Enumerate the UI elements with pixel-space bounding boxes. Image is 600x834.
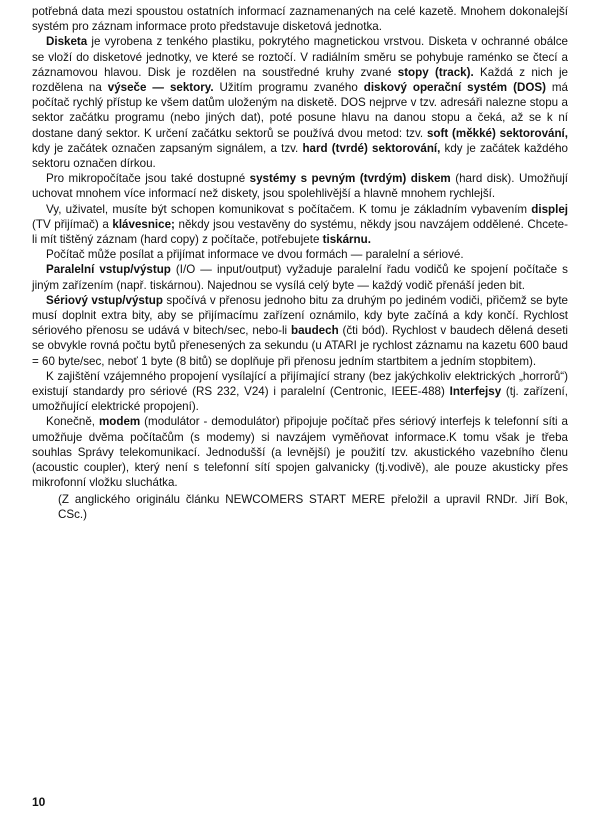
bold-term: klávesnice; — [112, 217, 175, 231]
bold-term: Paralelní vstup/výstup — [46, 263, 171, 277]
bold-term: displej — [531, 202, 568, 216]
text-run: Počítač může posílat a přijímat informace ve dvou formách — paralelní a sériové. — [46, 248, 464, 262]
text-run: Vy, uživatel, musíte být schopen komunikovat s počítačem. K tomu je základním vybavením — [46, 202, 532, 216]
paragraph-paralelni — [32, 262, 568, 292]
text-run: spočívá v přenosu jednoho bitu za druhým po jediném vodiči, přičemž se byte musí doplnit extra bity, aby se přijímacímu zařízení oznámilo, kdy byte začíná a kdy končí. Rychlost sériového přenosu se udává v bitech/sec, nebo-li — [32, 293, 568, 338]
text-run: (TV přijímač) a — [32, 217, 113, 231]
text-run: Užitím programu zvaného — [213, 81, 364, 95]
bold-term: baudech — [290, 324, 339, 338]
bold-term: systémy s pevným (tvrdým) diskem — [249, 172, 451, 186]
bold-term: diskový operační systém (DOS) — [363, 81, 546, 95]
text-run: (Z anglického originálu článku NEWCOMERS START MERE přeložil a upravil RNDr. Jiří Bok, CSc.) — [58, 492, 568, 521]
text-run: kdy je začátek každého sektoru označen dírkou. — [32, 141, 568, 171]
paragraph-disketa — [32, 34, 568, 171]
text-run: (I/O — input/output) vyžaduje paralelní řadu vodičů ke spojení počítače s jiným zařízením (např. tiskárnou). Najednou se vysílá celý byte — každý vodič přenáší jeden bit. — [32, 263, 568, 292]
text-run: Pro mikropočítače jsou také dostupné — [46, 172, 250, 186]
paragraph-dve-formy — [32, 247, 568, 262]
bold-term: stopy (track). — [397, 65, 474, 79]
text-run: (čti bód). Rychlost v baudech dělená deseti se obvykle rovná počtu bytů přenesených za sekundu (u ATARI je rychlost záznamu na kazetu 600 baud = 60 byte/sec, neboť 1 byte (8 bitů) se doplňuje při přenosu jedním startbitem a jedním stopbitem). — [32, 324, 568, 368]
text-run: (tj. zařízení, umožňující elektrické propojení). — [32, 385, 568, 414]
paragraph-modem — [32, 414, 568, 490]
bold-term: výseče — sektory. — [107, 81, 214, 95]
text-run: Konečně, — [46, 415, 99, 429]
bold-term: hard (tvrdé) sektorování, — [302, 141, 441, 155]
text-run: Každá z nich je rozdělena na — [32, 65, 568, 95]
text-run: K zajištění vzájemného propojení vysílající a přijímající strany (bez jakýchkoliv elektrických „horrorů“) existují standardy pro sériové (RS 232, V24) i paralelní (Centronic, IEEE-488) — [32, 369, 568, 399]
text-run: je vyrobena z tenkého plastiku, pokrytého magnetickou vrstvou. Disketa v ochranné obálce se vloží do disketové jednotky, ve které se roztočí. V radiálním směru se pohybuje raménko se čtecí a záznamovou hlavou. Disk je rozdělen na soustředné kruhy zvané — [32, 35, 568, 79]
paragraph-credit — [32, 492, 568, 522]
text-run: (modulátor - demodulátor) připojuje počítač přes sériový interfejs k telefonní síti a umožňuje dvěma počítačům (s modemy) si navzájem vyměňovat informace.K tomu však je třeba souhlas Správy telekomunikací. Jednodušší (a levnější) je použití tzv. akustického vazebního členu (acoustic coupler), který není s telefonní sítí spojen galvanicky (tj.vodivě), ale pouze akusticky přes mikrofonní vložku sluchátka. — [32, 415, 569, 490]
bold-term: Interfejsy — [449, 385, 502, 399]
bold-term: Sériový vstup/výstup — [46, 293, 163, 307]
bold-term: soft (měkké) sektorování, — [426, 126, 568, 140]
page-number: 10 — [32, 795, 46, 809]
paragraph-komunikace — [32, 202, 568, 248]
bold-term: Disketa — [46, 35, 88, 49]
paragraph-seriovy — [32, 293, 568, 369]
bold-term: modem — [98, 415, 141, 429]
text-run: (hard disk). Umožňují uchovat mnohem více informací než diskety, jsou spolehlivější a hlavně mnohem rychlejší. — [32, 172, 568, 201]
article-text — [32, 4, 568, 522]
text-run: někdy jsou vestavěny do systému, někdy jsou navzájem oddělené. Chcete-li mít tištěný záznam (hard copy) z počítače, potřebujete — [32, 217, 568, 247]
paragraph-pevny-disk — [32, 171, 568, 201]
paragraph-intro-continued — [32, 4, 568, 34]
text-run: potřebná data mezi spoustou ostatních informací zaznamenaných na celé kazetě. Mnohem dokonalejší systém pro záznam informace proto představuje disketová jednotka. — [32, 5, 568, 34]
paragraph-standardy — [32, 369, 568, 415]
bold-term: tiskárnu. — [322, 233, 371, 247]
text-run: kdy je začátek označen zapsaným signálem, a tzv. — [32, 141, 303, 155]
text-run: má počítač rychlý přístup ke všem datům uloženým na disketě. DOS nejprve v tzv. adresáři nalezne stopu a sektor začátku programu (nebo jiných dat), poté posune hlavu na danou stopu a čeká, až se k ní dostane daný sektor. K určení začátku sektorů se používá dvou metod: tzv. — [32, 81, 569, 140]
